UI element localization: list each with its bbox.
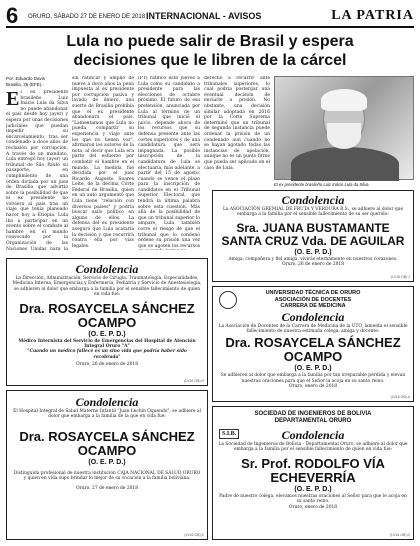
article-column-2: sin ratificar y amplió de nueve a doce años la pena impuesta al ex presidente por corrupción pasiva y lavado de dinero, una suerte de Brasilia prohibía que el ex presidente abandonara el país. "Lamentamos que Lula no pueda compartir su experiencia y viaje ante los que no tienen voz", afirmaron los autores de la nota, al decir que Lula era parte del esfuerzo por combatir el hambre en el mundo. La medida fue decidida por el juez Ricardo Augusto Soares Leite, de la décima Corte Federal de Brasilia, quien en un auto argumentó que Lula tiene "relación con diversos países" y podría buscar asilo político en alguno de ellos. La defensa del ex presidente aseguró que Lula acataría la decisión y que recurrirá contra ella por vías legales. [72, 76, 134, 249]
notice-closing: Se adhieren al dolor que embarga a la familia por tan irreparable pérdida y elevan nuestras oraciones para que el Señor la acoja en su santo reino. [220, 373, 406, 384]
notice-oep: (O. E. P. D.) [88, 330, 126, 338]
notice-closing: Distinguida profesional de nuestra institución CAJA NACIONAL DE SALUD ORURO y quien en vida supo brindar lo mejor de su vocación a la familia boliviana. [13, 470, 201, 482]
notice-name-line-1: Dra. ROSAYCELA SÁNCHEZ [19, 428, 195, 444]
notice-title: Condolencia [281, 193, 345, 207]
notice-closing: Médico Internista del Servicio de Emergencias del Hospital de Atención Integral Oruro "A" [18, 338, 196, 350]
sib-logo-icon: S.I.B. [219, 429, 239, 439]
notice-body: La ASOCIACIÓN GREMIAL DE FRUTA Y VERDURA R.S., se adhiere al dolor que embarga a la familia por el sensible fallecimiento de su ser querido: [222, 207, 404, 218]
notice-name-line-2: OCAMPO [77, 442, 137, 458]
drop-cap: E [6, 90, 20, 110]
notice-name-line-1: Dra. ROSAYCELA SÁNCHEZ [225, 335, 401, 351]
notice-date: Oruro, enero de 2018 [288, 504, 338, 510]
notice-code: (LV16 OB) E [184, 533, 204, 537]
notice-name-line-2: SANTA CRUZ Vda. DE AGUILAR [221, 233, 405, 248]
notice-title: Condolencia [281, 309, 345, 324]
notice-oep: (O. E. P. D.) [294, 248, 332, 256]
dateline: ORURO, SÁBADO 27 DE ENERO DE 2018 [28, 14, 146, 20]
notice-date: Oruro, enero de 2018 [288, 384, 338, 390]
notice-org-line-1: SOCIEDAD DE INGENIEROS DE BOLIVIA [254, 411, 372, 417]
notice-oep: (O. E. P. D.) [294, 485, 332, 493]
notice-oep: (O. E. P. D.) [294, 365, 332, 373]
headline-line-2: decisiones que le libren de la cárcel [73, 52, 347, 69]
byline-author: Por: Eduardo Davis [6, 76, 46, 81]
article-headline [6, 32, 414, 70]
notice-title: Condolencia [281, 428, 345, 442]
notice-date: Oruro, 26 de enero de 2018 [282, 262, 344, 268]
notice-code: (LV16 OB) H [184, 379, 204, 383]
notice-name-line-2: OCAMPO [283, 349, 343, 365]
notice-date: Oruro, 26 de enero de 2018 [76, 362, 138, 368]
notice-body: La Sociedad de Ingenieros de Bolivia - Departamental Oruro, se adhiere al dolor que embarga a la familia por el sensible fallecimiento de quien en vida fue: [218, 442, 408, 453]
notice-org-line-2: ASOCIACIÓN DE DOCENTES [274, 296, 352, 303]
notice-closing: Padre de nuestro colega, elevamos nuestras oraciones al Señor para que le acoja en su santo reino. [219, 493, 407, 505]
article-column-1-text: l ex presidente brasileño Luiz Inácio Lula da Silva no puede abandonar el país desde hoy (ayer) y espera por unas decisiones judiciales que puedan impedir su encarcelamiento, tras ser condenado a doce años de reclusión por corrupción. A través de un mandato, Lula entregó hoy (ayer) un tribunal de São Paulo su pasaporte, en cumplimiento de una orden dictada por un juez de Brasilia que advirtió sobre la posibilidad de que el ex presidente no volviera al país tras un viaje que tenía planeado hacer hoy a Etiopía. Lula iba a participar en un evento sobre el combate al hambre en el mundo convocado por la Organización de las Naciones Unidas para la [6, 90, 68, 250]
notice-quote: "Cuando un médico fallece es un sino vida que podría haber sido recobrada" [27, 349, 187, 360]
section-title: INTERNACIONAL - AVISOS [146, 11, 262, 21]
condolence-notice-4 [6, 390, 208, 540]
condolence-notice-5 [212, 406, 414, 540]
condolence-notice-2 [6, 258, 208, 386]
article-photo [274, 76, 414, 180]
notice-name-line-2: OCAMPO [77, 314, 137, 330]
notice-code: (LV16 OB) A [390, 395, 410, 399]
condolence-notice-1 [212, 190, 414, 282]
notice-title: Condolencia [75, 395, 139, 409]
article-column-3: (PT) ratificó este jueves a Lula como su candidato a presidente para las elecciones de octubre próximo. El futuro de esa pretensión, anunciada por Lula al término de un tribunal que inició el juicio, depende ahora de los recursos que su defensa presente ante las cortes superiores y de una candidatura que será impugnada. La posible inscripción de la candidatura de Lula se efectuaría, más adelante, a partir del 15 de agosto, cuando se vence el plazo para la inscripción de candidatos en el Tribunal Superior Electoral, que tendrá la última palabra sobre esta cuestión. Más allá de la posibilidad de que un tribunal superior lo ampare, Lula también corre el riesgo de que el tribunal que lo condenó ordene su prisión una vez que se agoten los recursos [138, 76, 200, 249]
photo-caption: El ex presidente brasileño Luiz Inácio Lula da Silva. [274, 182, 370, 187]
article-column-4: derecho a recurrir ante tribunales superiores, lo cual podría postergar una eventual decisión de enviarle a prisión. No obstante, una decisión similar adoptada en 2016 por la Corte Suprema determinó que un tribunal de segunda instancia puede ordenar la prisión de un condenado aun cuando no se hayan agotado todas las instancias de apelación, aunque no es un punto firme que pueda ser aplicado en el caso de Lula. [204, 76, 270, 171]
notice-org-line-1: UNIVERSIDAD TÉCNICA DE ORURO [265, 290, 361, 296]
notice-oep: (O. E. P. D.) [88, 458, 126, 466]
masthead [6, 3, 414, 28]
notice-body: El Hospital Integral de Salud Materno Infantil "Juan Lechín Oquendo", se adhiere al dolor que embarga a la familia de la que en vida fue: [13, 409, 201, 420]
notice-body: La Dirección, Administración, Servicio de Cirugía, Traumatología, Especialidades, Medicina Interna, Emergencias y Enfermería, Pediatría y Servicio de Anestesiología, se adhieren al dolor que embarga a la familia por el sensible fallecimiento de quien en vida fue: [12, 276, 202, 298]
byline-place: Brasilia, 26 (EFE).- [6, 82, 45, 87]
byline [6, 76, 76, 88]
notice-name-line-1: Sr. Prof. RODOLFO VÍA [241, 455, 385, 471]
notice-name-line-1: Dra. ROSAYCELA SÁNCHEZ [19, 300, 195, 316]
condolence-notice-3 [212, 286, 414, 402]
notice-body: La Asociación de Docentes de la Carrera de Medicina de la UTO, lamenta el sensible fallecimiento de nuestra estimada colega, amiga y docente: [218, 323, 408, 334]
article-column-1 [6, 90, 68, 250]
notice-closing: Amiga, compañera y fiel amiga, vivirás eternamente en nuestros corazones. [228, 256, 398, 262]
notice-org-line-3: CARRERA DE MEDICINA [280, 303, 346, 309]
notice-title: Condolencia [75, 262, 139, 276]
page-number: 6 [6, 3, 19, 28]
notice-code: (LV16 OB) J [391, 275, 410, 279]
notice-name-line-2: ECHEVERRÍA [270, 469, 356, 485]
notice-name-line-1: Sra. JUANA BUSTAMANTE [236, 220, 390, 235]
notice-org-line-2: DEPARTAMENTAL ORURO [274, 417, 352, 424]
university-emblem-icon [219, 291, 237, 309]
notice-date: Oruro, 27 de enero de 2018 [76, 485, 138, 491]
paper-name: LA PATRIA [331, 8, 414, 23]
headline-line-1: Lula no puede salir de Brasil y espera [66, 33, 354, 50]
notice-code: (LV16 OB) D [390, 533, 410, 537]
